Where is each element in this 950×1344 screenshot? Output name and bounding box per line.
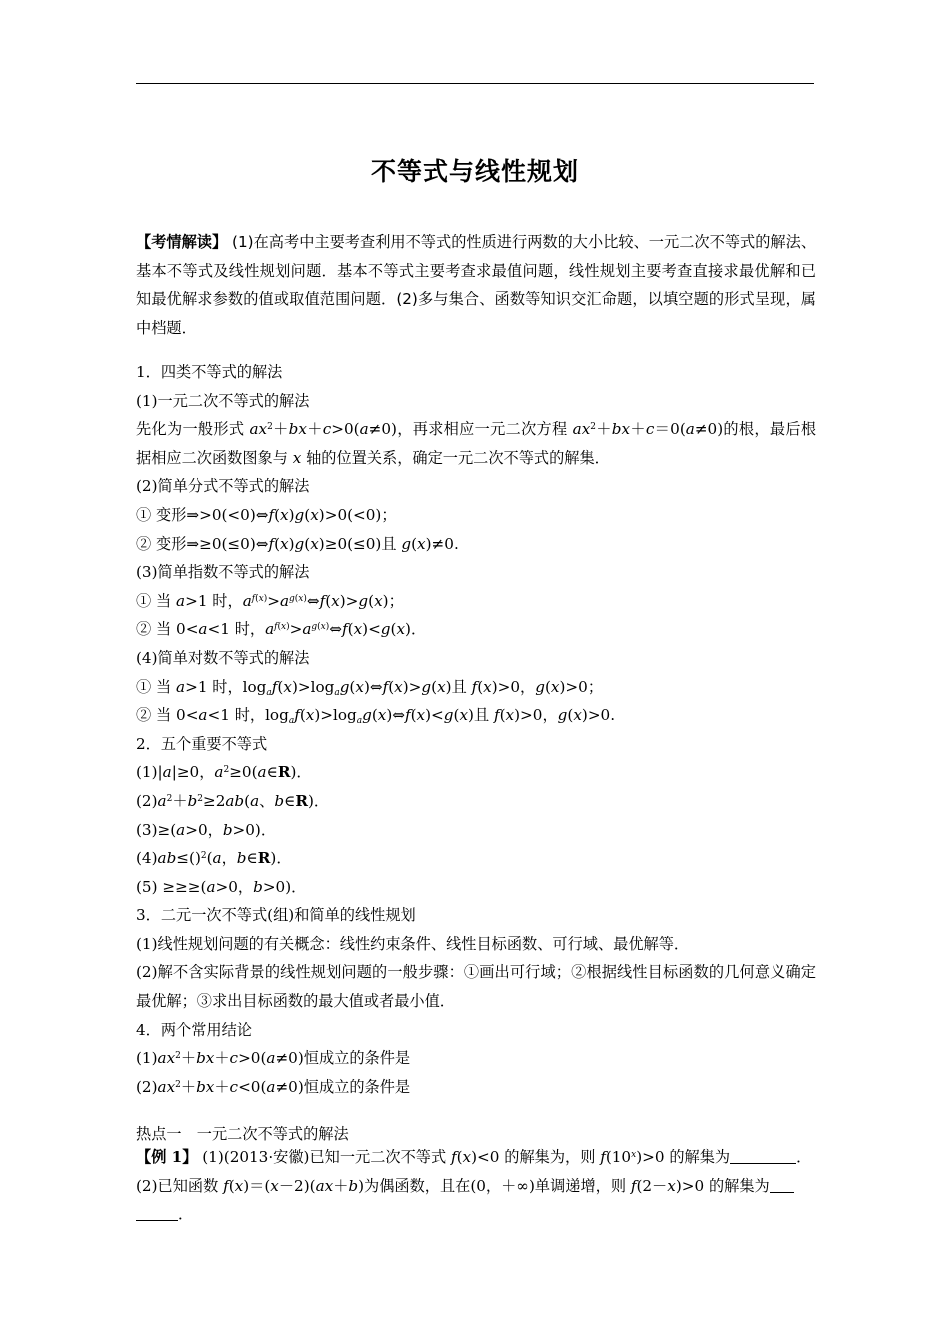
conclusion-2: $(2)ax^2+bx+c<0(a\ne 0)$恒成立的条件是 [136,1077,411,1096]
section-1-title: 1．四类不等式的解法 [136,363,283,381]
logarithm-rule-1: ① 当 a>1 时，$\log_af(x)>\log_ag(x)\Leftrightarrow f(x)>g(x)$且 f(x)>0，g(x)>0； [136,677,604,698]
exam-analysis-text: (1)在高考中主要考查利用不等式的性质进行两数的大小比较、一元二次不等式的解法、基本不等式及线性规划问题．基本不等式主要考查求最值问题，线性规划主要考查直接求最优解和已知最优解求参数的值或取值范围问题．(2)多与集合、函数等知识交汇命题，以填空题的形式呈现，属中档题． [136,233,817,337]
section-3-title: 3．二元一次不等式(组)和简单的线性规划 [136,906,416,925]
document-body [136,358,816,1229]
answer-blank-1[interactable] [730,1149,796,1164]
section-1-sub-4: (4)简单对数不等式的解法 [136,648,310,667]
exponential-rule-1: ① 当 a>1 时，$a^{f(x)}>a^{g(x)}\Leftrightarrow f(x)>g(x)$； [136,591,404,610]
example-1-part-2-cont: ． [136,1200,816,1229]
exam-analysis [136,228,816,342]
example-1-part-1: 【例 1】 (1)(2013·安徽)已知一元二次不等式 f(x)<0 的解集为，则 $f(10^x)>0$ 的解集为 ． [136,1148,812,1167]
example-tag: 【例 1】 [136,1148,198,1167]
section-1-sub-1: (1)一元二次不等式的解法 [136,391,310,410]
section-1-sub-2: (2)简单分式不等式的解法 [136,477,310,496]
exam-analysis-tag: 【考情解读】 [136,233,228,251]
page-title: 不等式与线性规划 [370,157,579,186]
inequality-1: (1)|a|≥0，$a^2\ge 0(a\in R)$． [136,763,312,782]
exponential-rule-2: ② 当 0<a<1 时，$a^{f(x)}>a^{g(x)}\Leftrightarrow f(x)<g(x)$． [136,620,427,639]
section-3-item-1: (1)线性规划问题的有关概念：线性约束条件、线性目标函数、可行域、最优解等． [136,934,690,953]
inequality-3: (3)≥(a>0，b>0)． [136,820,277,839]
section-3-item-2: (2)解不含实际背景的线性规划问题的一般步骤：①画出可行域；②根据线性目标函数的几何意义确定最优解；③求出目标函数的最大值或者最小值． [136,963,816,1011]
section-4-title: 4．两个常用结论 [136,1020,252,1039]
logarithm-rule-2: ② 当 0<a<1 时，$\log_af(x)>\log_ag(x)\Leftrightarrow f(x)<g(x)$且 f(x)>0，g(x)>0. [136,706,616,727]
inequality-4: (4)ab≤()$^2$(a，b∈R)． [136,849,292,868]
inequality-5: (5) ≥≥≥(a>0，b>0)． [136,877,307,896]
fraction-rule-1: ① 变形⇒>0(<0)⇔f(x)g(x)>0(<0)； [136,505,397,524]
fraction-rule-2: ② 变形⇒≥0(≤0)⇔f(x)g(x)≥0(≤0)且 g(x)≠0. [136,534,459,553]
hot-topic-title: 热点一 一元二次不等式的解法 [136,1125,349,1144]
section-1-sub-3: (3)简单指数不等式的解法 [136,563,310,582]
conclusion-1: $(1)ax^2+bx+c>0(a\ne 0)$恒成立的条件是 [136,1049,411,1068]
answer-blank-2a[interactable] [770,1178,794,1193]
header-rule [136,83,814,84]
section-2-title: 2．五个重要不等式 [136,734,268,753]
quadratic-method-text: 先化为一般形式 $ax^2+bx+c>0(a\ne 0)$，再求相应一元二次方程 $ax^2+bx+c=0(a\ne 0)$的根，最后根据相应二次函数图象与 x 轴的位置关系，确定一元二次不等式的解集． [136,420,817,467]
answer-blank-2b[interactable] [136,1206,178,1221]
example-1-part-2: (2)已知函数 f(x)＝(x－2)(ax＋b)为偶函数，且在(0，＋∞)单调递增，则 f(2－x)>0 的解集为 [136,1172,816,1201]
exam-analysis-paragraph [136,228,816,342]
inequality-2: $(2)a^2+b^2\ge 2ab(a$、b∈R)． [136,791,330,810]
